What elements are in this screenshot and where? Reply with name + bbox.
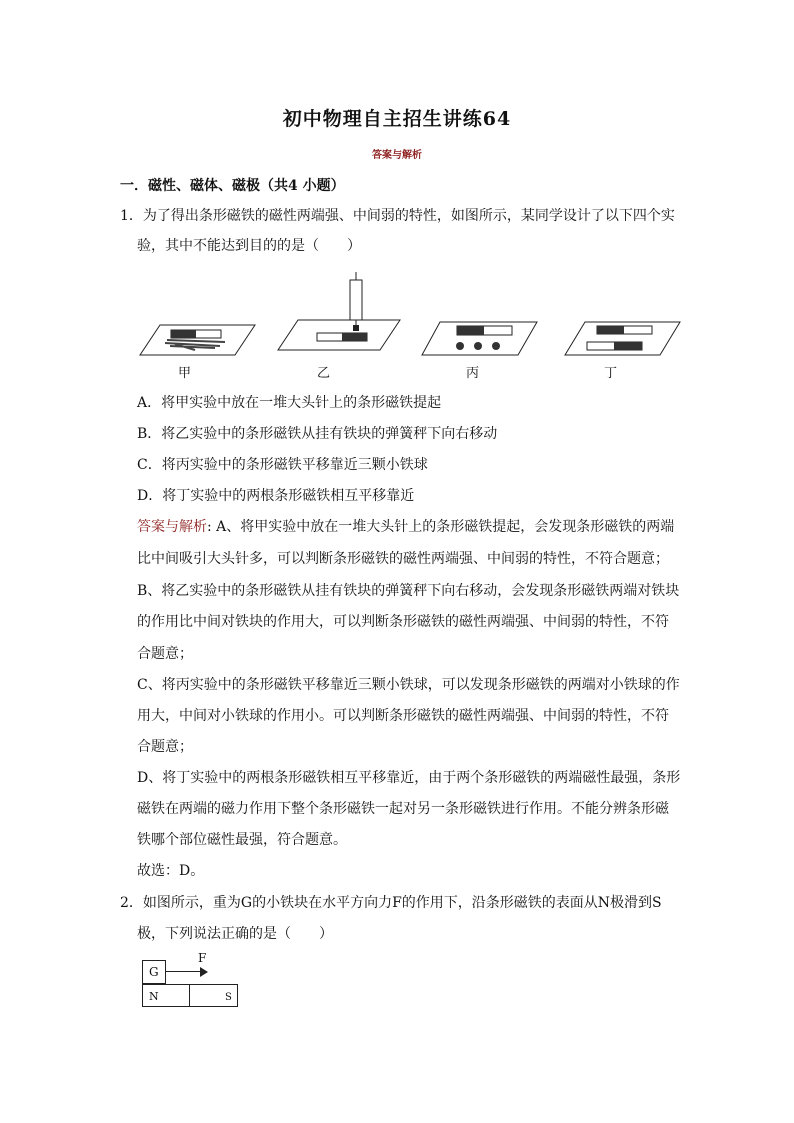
q1-answer-line10: 磁铁在两端的磁力作用下整个条形磁铁一起对另一条形磁铁进行作用。不能分辨条形磁 [137, 801, 669, 817]
q1-option-d: D．将丁实验中的两根条形磁铁相互平移靠近 [137, 488, 415, 504]
figure-ding [565, 322, 680, 355]
q1-answer-line8: 合题意； [137, 739, 193, 755]
figure-yi [278, 272, 400, 350]
figure-bing [422, 322, 537, 355]
magnet-divider [189, 985, 190, 1006]
force-label: F [198, 951, 207, 965]
figure-label-yi: 乙 [317, 366, 331, 381]
iron-block [353, 325, 359, 331]
q1-answer-line11: 铁哪个部位磁性最强，符合题意。 [137, 832, 347, 848]
q2-stem-line2: 极，下列说法正确的是（ ） [137, 926, 333, 942]
q1-answer-line3: B、将乙实验中的条形磁铁从挂有铁块的弹簧秤下向右移动，会发现条形磁铁两端对铁块 [137, 583, 680, 599]
jia-pins [165, 340, 225, 350]
q1-answer-line7: 用大，中间对小铁球的作用小。可以判断条形磁铁的磁性两端强、中间弱的特性，不符 [137, 708, 669, 724]
q1-answer-line5: 合题意； [137, 646, 193, 662]
q1-answer-line6: C、将丙实验中的条形磁铁平移靠近三颗小铁球，可以发现条形磁铁的两端对小铁球的作 [137, 677, 680, 693]
page-subtitle: 答案与解析 [372, 150, 422, 161]
q1-answer-line1 [137, 517, 674, 537]
figure-jia [140, 325, 255, 355]
section-heading: 一．磁性、磁体、磁极（共4 小题） [120, 178, 345, 194]
figure-label-bing: 丙 [466, 366, 480, 381]
q1-option-b: B．将乙实验中的条形磁铁从挂有铁块的弹簧秤下向右移动 [137, 426, 498, 442]
q1-answer-line12: 故选：D。 [137, 863, 205, 879]
iron-block-g: G [142, 960, 166, 984]
q1-option-c: C．将丙实验中的条形磁铁平移靠近三颗小铁球 [137, 457, 428, 473]
page-title: 初中物理自主招生讲练64 [282, 108, 512, 130]
q2-figure [142, 951, 242, 1010]
q1-answer-line4: 的作用比中间对铁块的作用大，可以判断条形磁铁的磁性两端强、中间弱的特性，不符 [137, 614, 669, 630]
q1-answer-line2: 比中间吸引大头针多，可以判断条形磁铁的磁性两端强、中间弱的特性，不符合题意； [137, 551, 669, 567]
answer-label: 答案与解析 [137, 519, 207, 535]
pole-n: N [149, 990, 159, 1003]
answer-text: : A、将甲实验中放在一堆大头针上的条形磁铁提起，会发现条形磁铁的两端 [207, 519, 675, 535]
q1-stem-line1: 1．为了得出条形磁铁的磁性两端强、中间弱的特性，如图所示，某同学设计了以下四个实 [120, 208, 675, 224]
q2-stem-line1: 2．如图所示，重为G的小铁块在水平方向力F的作用下，沿条形磁铁的表面从N极滑到S [120, 895, 662, 911]
force-arrow-head [200, 967, 208, 977]
spring-scale [350, 280, 362, 320]
figure-label-jia: 甲 [178, 366, 192, 381]
figure-label-ding: 丁 [604, 366, 618, 381]
q1-option-a: A．将甲实验中放在一堆大头针上的条形磁铁提起 [137, 395, 442, 411]
q1-figure [135, 270, 685, 380]
q1-answer-line9: D、将丁实验中的两根条形磁铁相互平移靠近，由于两个条形磁铁的两端磁性最强，条形 [137, 770, 681, 786]
q1-stem-line2: 验，其中不能达到目的的是（ ） [137, 238, 361, 254]
pole-s: S [225, 992, 232, 1003]
force-arrow [166, 971, 204, 972]
bar-magnet [142, 984, 238, 1007]
iron-ball [456, 342, 464, 350]
